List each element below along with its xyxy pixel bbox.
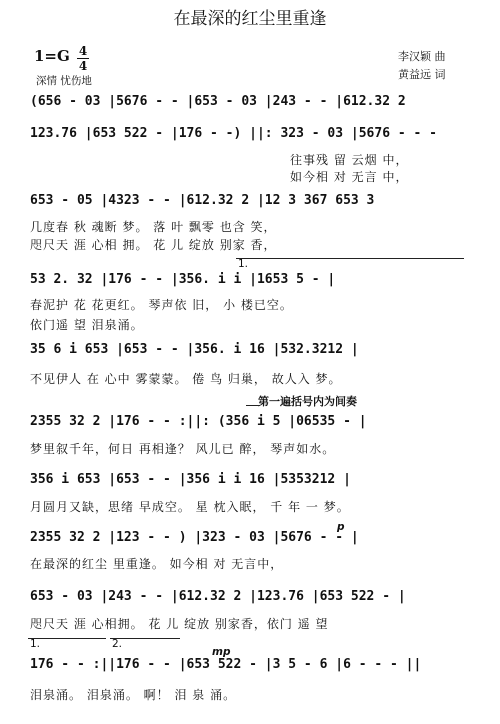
time-signature-top: 4: [78, 44, 88, 58]
notation-line-8: 2355 32 2 |123 - - ) |323 - 03 |5676 - - |: [30, 530, 359, 545]
tempo-marking: 深情 忧伤地: [36, 75, 92, 87]
volta-1-bracket: [236, 258, 464, 259]
dynamic-p: p: [337, 521, 345, 533]
notation-line-7: 356 i 653 |653 - - |356 i i 16 |5353212 |: [30, 472, 351, 487]
interlude-label: 第一遍括号内为间奏: [258, 395, 357, 408]
key-signature: 1=G: [34, 47, 70, 65]
volta-2-label: 2.: [112, 638, 123, 650]
lyric-3b: 咫尺天 涯 心相 拥。 花 儿 绽放 别家 香，: [30, 238, 277, 252]
song-title: 在最深的红尘里重逢: [173, 9, 327, 29]
lyric-4a: 春泥护 花 花更红。 琴声依 旧， 小 楼已空。: [30, 298, 293, 312]
lyric-10: 泪泉涌。 泪泉涌。 啊！ 泪 泉 涌。: [30, 688, 237, 702]
time-signature: [77, 45, 89, 72]
volta-1b-bracket: [28, 638, 106, 639]
time-signature-bottom: 4: [78, 59, 88, 73]
notation-line-9: 653 - 03 |243 - - |612.32 2 |123.76 |653 522 - |: [30, 589, 406, 604]
notation-line-4: 53 2. 32 |176 - - |356. i i |1653 5 - |: [30, 272, 336, 287]
notation-line-3: 653 - 05 |4323 - - |612.32 2 |12 3 367 653 3: [30, 193, 375, 208]
lyric-9: 咫尺天 涯 心相拥。 花 儿 绽放 别家香，依门 遥 望: [30, 617, 329, 631]
composer-credit: 李汉颖 曲: [398, 50, 446, 63]
lyric-8: 在最深的红尘 里重逢。 如今相 对 无言中，: [30, 557, 284, 571]
dynamic-mp: mp: [212, 646, 231, 658]
volta-1-label: 1.: [238, 258, 249, 270]
lyric-6: 梦里叙千年，何日 再相逢？ 风儿已 醉， 琴声如水。: [30, 442, 336, 456]
notation-line-10: 176 - - :||176 - - |653 522 - |3 5 - 6 |6 - - - ||: [30, 657, 422, 672]
notation-line-5: 35 6 i 653 |653 - - |356. i 16 |532.3212 |: [30, 342, 359, 357]
lyric-2b: 如今相 对 无言 中，: [290, 170, 409, 184]
volta-1b-label: 1.: [30, 638, 41, 650]
lyric-5: 不见伊人 在 心中 雾蒙蒙。 倦 鸟 归巢， 故人入 梦。: [30, 372, 342, 386]
lyric-4b: 依门遥 望 泪泉涌。: [30, 318, 144, 332]
interlude-bracket: [246, 405, 260, 406]
notation-line-1: (656 - 03 |5676 - - |653 - 03 |243 - - |612.32 2: [30, 94, 406, 109]
notation-line-6: 2355 32 2 |176 - - :||: (356 i 5 |06535 - |: [30, 414, 367, 429]
lyric-7: 月圆月又缺，思绪 早成空。 星 枕入眠， 千 年 一 梦。: [30, 500, 350, 514]
notation-line-2: 123.76 |653 522 - |176 - -) ||: 323 - 03 |5676 - - -: [30, 126, 437, 141]
lyricist-credit: 黄益远 词: [398, 68, 446, 81]
volta-2-bracket: [110, 638, 180, 639]
lyric-3a: 几度春 秋 魂断 梦。 落 叶 飘零 也含 笑，: [30, 220, 277, 234]
lyric-2a: 往事残 留 云烟 中，: [290, 153, 409, 167]
